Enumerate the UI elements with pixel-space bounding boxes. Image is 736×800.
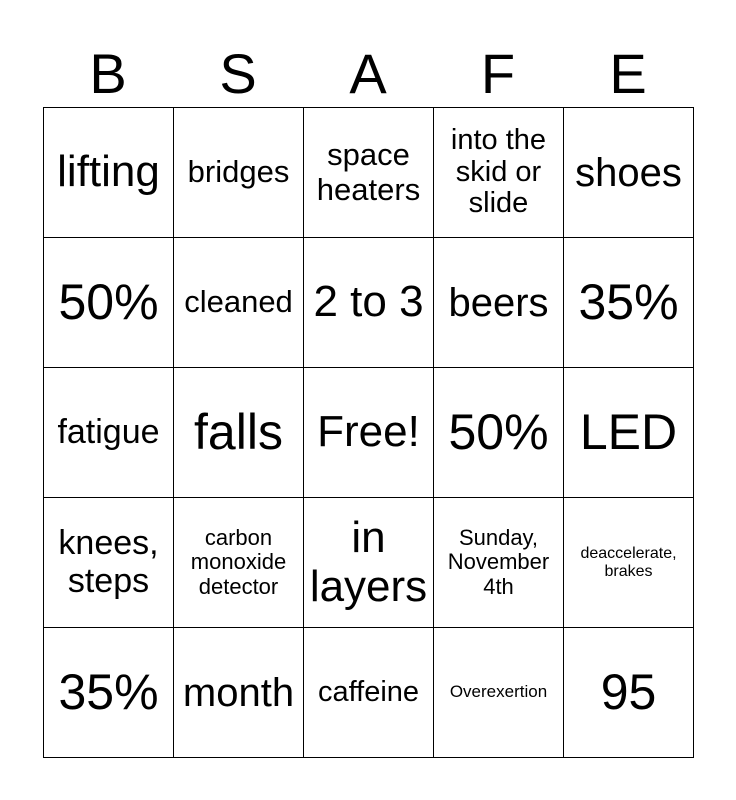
bingo-cell[interactable]: lifting (44, 108, 174, 238)
bingo-cell[interactable]: beers (434, 238, 564, 368)
header-letter-f: F (480, 42, 516, 105)
bingo-cell[interactable]: Overexertion (434, 628, 564, 758)
header-letter-b: B (89, 42, 127, 105)
bingo-cell[interactable]: 95 (564, 628, 694, 758)
bingo-cell[interactable]: space heaters (304, 108, 434, 238)
bingo-cell[interactable]: 35% (44, 628, 174, 758)
bingo-cell[interactable]: Sunday, November 4th (434, 498, 564, 628)
bingo-cell[interactable]: LED (564, 368, 694, 498)
bingo-cell[interactable]: shoes (564, 108, 694, 238)
bingo-cell[interactable]: fatigue (44, 368, 174, 498)
bingo-cell[interactable]: into the skid or slide (434, 108, 564, 238)
bingo-cell[interactable]: bridges (174, 108, 304, 238)
bingo-cell[interactable]: deaccelerate, brakes (564, 498, 694, 628)
bingo-board (43, 107, 694, 758)
bingo-cell[interactable]: caffeine (304, 628, 434, 758)
bingo-cell[interactable]: 50% (44, 238, 174, 368)
bingo-cell[interactable]: in layers (304, 498, 434, 628)
header-letter-e: E (609, 42, 647, 105)
header-letter-a: A (349, 42, 387, 105)
bingo-cell[interactable]: falls (174, 368, 304, 498)
bingo-cell[interactable]: month (174, 628, 304, 758)
free-space-cell[interactable]: Free! (304, 368, 434, 498)
bingo-cell[interactable]: knees, steps (44, 498, 174, 628)
bingo-cell[interactable]: cleaned (174, 238, 304, 368)
bingo-cell[interactable]: carbon monoxide detector (174, 498, 304, 628)
bingo-cell[interactable]: 50% (434, 368, 564, 498)
bingo-cell[interactable]: 35% (564, 238, 694, 368)
bingo-cell[interactable]: 2 to 3 (304, 238, 434, 368)
header-letter-s: S (219, 42, 257, 105)
bingo-header (43, 40, 693, 108)
